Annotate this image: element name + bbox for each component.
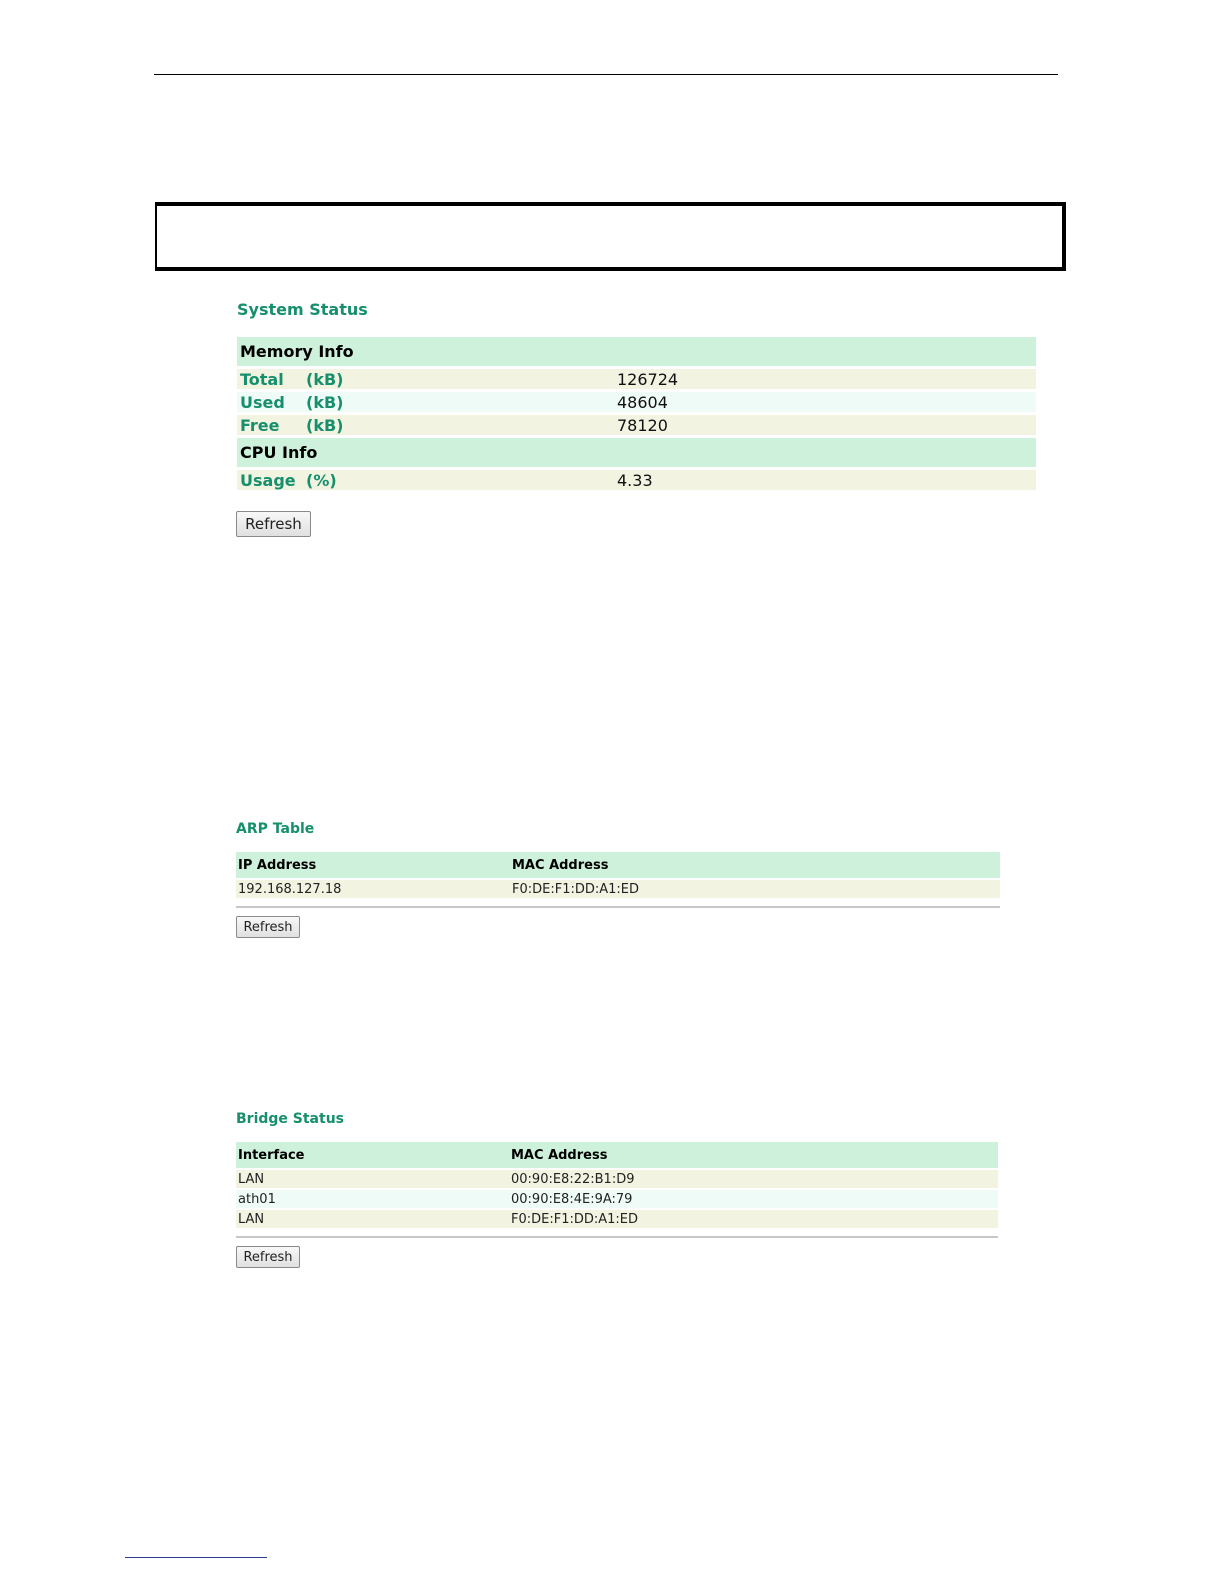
table-row [237,369,1036,389]
memory-used-unit: (kB) [303,392,614,412]
bridge-interface-cell: LAN [236,1210,509,1228]
table-row [236,1190,998,1208]
bridge-interface-cell: LAN [236,1170,509,1188]
table-row [236,1210,998,1228]
memory-free-value: 78120 [614,415,1036,435]
table-row [237,415,1036,435]
arp-table-divider [236,906,1000,908]
column-header-mac-address: MAC Address [509,1142,998,1168]
cpu-info-header: CPU Info [237,438,1036,467]
blank-callout-box [155,202,1066,271]
cpu-usage-unit: (%) [303,470,614,490]
cpu-usage-value: 4.33 [614,470,1036,490]
system-status-title: System Status [237,300,368,319]
arp-table-refresh-button[interactable]: Refresh [236,916,300,938]
memory-used-value: 48604 [614,392,1036,412]
memory-total-value: 126724 [614,369,1036,389]
system-status-refresh-button[interactable]: Refresh [236,511,311,537]
memory-info-header-row [237,337,1036,366]
column-header-mac-address: MAC Address [510,852,1000,878]
bridge-mac-cell: F0:DE:F1:DD:A1:ED [509,1210,998,1228]
memory-total-label: Total [237,369,303,389]
cpu-info-header-row [237,438,1036,467]
table-row [236,880,1000,898]
arp-table-title: ARP Table [236,821,315,837]
bridge-mac-cell: 00:90:E8:22:B1:D9 [509,1170,998,1188]
bridge-status-title: Bridge Status [236,1111,345,1127]
column-header-interface: Interface [236,1142,509,1168]
memory-total-unit: (kB) [303,369,614,389]
bridge-table-header-row [236,1142,998,1168]
arp-mac-cell: F0:DE:F1:DD:A1:ED [510,880,1000,898]
footnote-rule [125,1557,267,1558]
system-status-table [237,334,1036,493]
memory-free-unit: (kB) [303,415,614,435]
table-row [236,1170,998,1188]
cpu-usage-label: Usage [237,470,303,490]
memory-free-label: Free [237,415,303,435]
arp-table-header-row [236,852,1000,878]
page-header-rule [154,74,1058,75]
arp-ip-cell: 192.168.127.18 [236,880,510,898]
bridge-status-table [236,1140,998,1230]
column-header-ip-address: IP Address [236,852,510,878]
table-row [237,470,1036,490]
bridge-interface-cell: ath01 [236,1190,509,1208]
table-row [237,392,1036,412]
bridge-mac-cell: 00:90:E8:4E:9A:79 [509,1190,998,1208]
memory-info-header: Memory Info [237,337,1036,366]
bridge-table-divider [236,1236,998,1238]
bridge-status-refresh-button[interactable]: Refresh [236,1246,300,1268]
arp-table [236,850,1000,900]
memory-used-label: Used [237,392,303,412]
